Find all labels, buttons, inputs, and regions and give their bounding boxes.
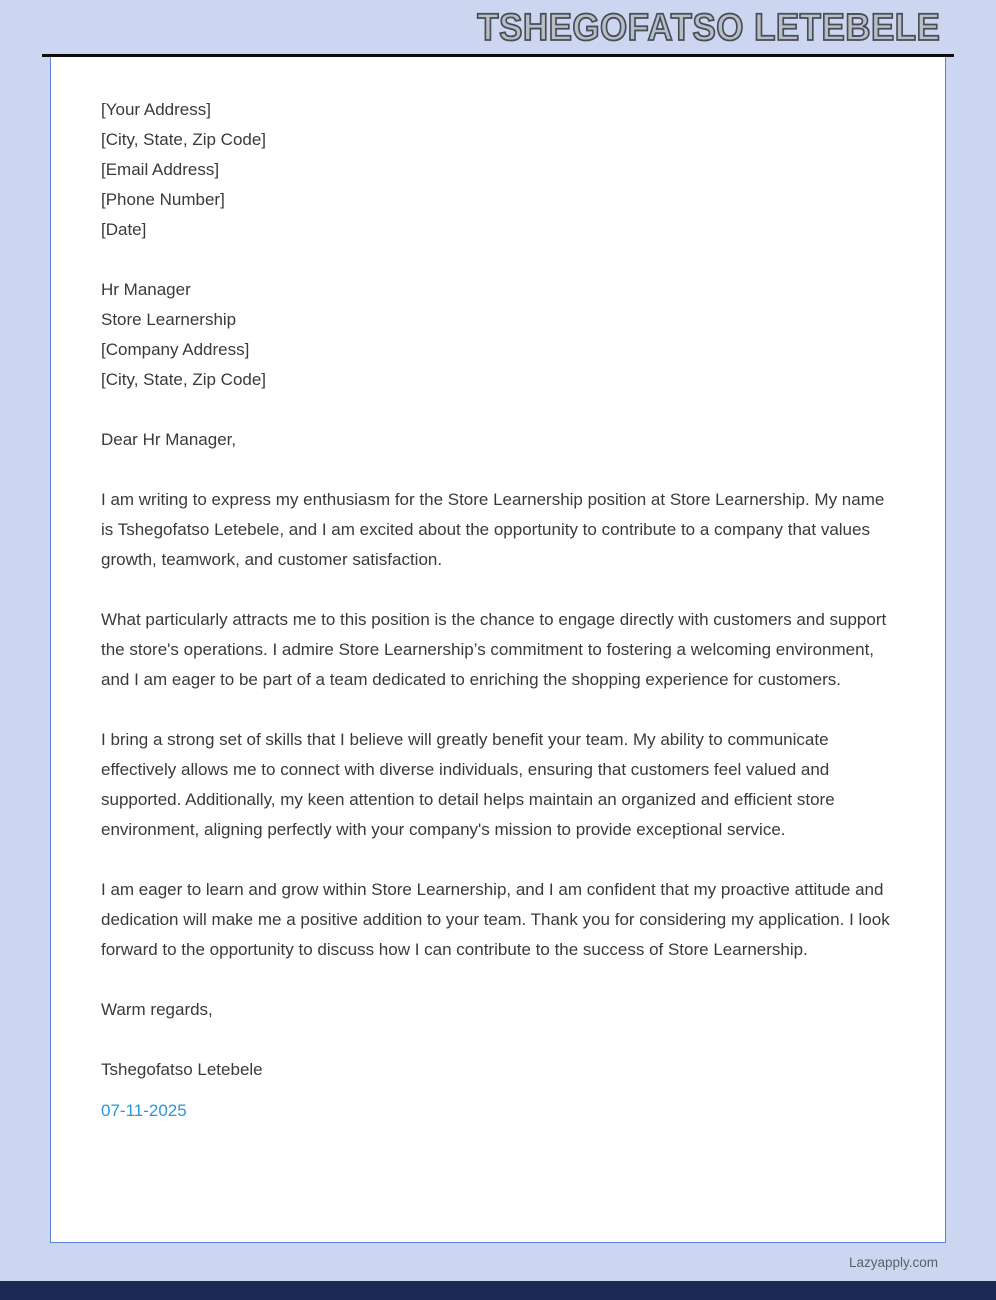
letterhead bbox=[0, 0, 996, 54]
sender-address-line: [Your Address] bbox=[101, 100, 211, 119]
sender-address-block bbox=[101, 95, 895, 245]
letter-paragraph: What particularly attracts me to this position is the chance to engage directly with customers and support the store's operations. I admire Store Learnership’s commitment to fostering a welcoming environment, and I am eager to be part of a team dedicated to enriching the shopping experience for customers. bbox=[101, 610, 887, 689]
letter-paragraph: I bring a strong set of skills that I believe will greatly benefit your team. My ability to communicate effectively allows me to connect with diverse individuals, ensuring that customers feel valued and supported. Additionally, my keen attention to detail helps maintain an organized and efficient store environment, aligning perfectly with your company's mission to provide exceptional service. bbox=[101, 730, 835, 839]
letter-paragraph: I am eager to learn and grow within Store Learnership, and I am confident that my proactive attitude and dedication will make me a positive addition to your team. Thank you for considering my application. I look forward to the opportunity to discuss how I can contribute to the success of Store Learnership. bbox=[101, 880, 890, 959]
footer-strip bbox=[0, 1244, 996, 1281]
sender-address-line: [Email Address] bbox=[101, 160, 220, 179]
sheet-wrap bbox=[0, 57, 996, 1244]
letterhead-name: TSHEGOFATSO LETEBELE bbox=[476, 7, 940, 49]
closing bbox=[101, 995, 895, 1025]
salutation-line: Dear Hr Manager, bbox=[101, 430, 237, 449]
date-link[interactable]: 07-11-2025 bbox=[101, 1101, 187, 1120]
recipient-address-line: [City, State, Zip Code] bbox=[101, 370, 267, 389]
letter-sheet bbox=[50, 57, 946, 1243]
recipient-address-line: [Company Address] bbox=[101, 340, 250, 359]
letter-paragraph: I am writing to express my enthusiasm for the Store Learnership position at Store Learnership. My name is Tshegofatso Letebele, and I am excited about the opportunity to contribute to a company that values growth, teamwork, and customer satisfaction. bbox=[101, 490, 885, 569]
signature-name: Tshegofatso Letebele bbox=[101, 1060, 263, 1079]
sender-address-line: [Date] bbox=[101, 220, 147, 239]
salutation bbox=[101, 425, 895, 455]
sender-address-line: [Phone Number] bbox=[101, 190, 225, 209]
sender-address-line: [City, State, Zip Code] bbox=[101, 130, 267, 149]
recipient-address-line: Hr Manager bbox=[101, 280, 191, 299]
closing-line: Warm regards, bbox=[101, 1000, 213, 1019]
bottom-bar bbox=[0, 1281, 996, 1300]
recipient-address-block bbox=[101, 275, 895, 395]
brand-link[interactable]: Lazyapply.com bbox=[848, 1255, 938, 1270]
recipient-address-line: Store Learnership bbox=[101, 310, 237, 329]
